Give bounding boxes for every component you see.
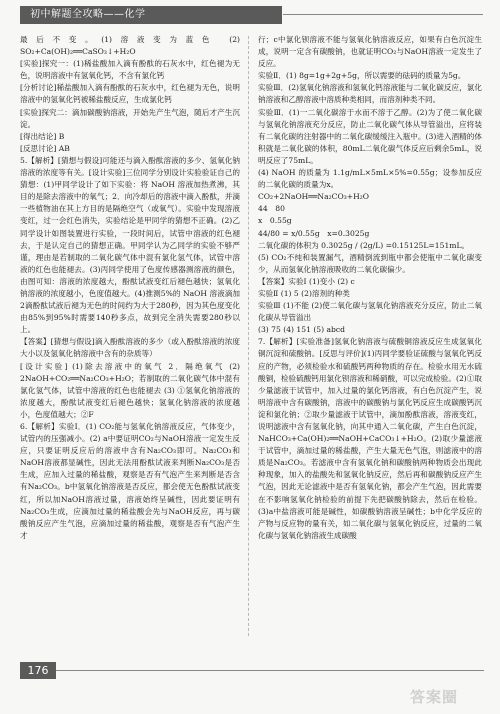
left-column (20, 34, 240, 644)
paragraph: [分析讨论]稀盐酸加入滴有酚酞的石灰水中，红色褪为无色，说明溶液中的氢氧化钙被稀盐酸反应，生成氯化钙 (20, 83, 240, 105)
paragraph: [反思讨论] AB (20, 143, 70, 153)
paragraph: (5) CO₂不纯和装置漏气，酒精倒流到瓶中都会使瓶中二氧化碳变少，从而氢氧化钠溶液吸收的二氧化碳偏少。 (258, 252, 482, 274)
equation: 44/80 = x/0.55g x=0.3025g (258, 228, 370, 238)
paragraph: 7.【解析】[实验准备]氢氧化钠溶液与硫酸铜溶液反应生成氢氧化铜沉淀和硫酸钠。[反思与评价](1)丙同学要验证硫酸与氢氧化钙反应的产物，必须检验水和硫酸钙两种物质的存在。检验水用无水硫酸铜，检验硫酸钙用氯化钡溶液和稀硝酸，可以完成检验。(2)①取少量滤液于试管中，加入过量的氯化钙溶液，有白色沉淀产生，说明溶液中含有碳酸钠，溶液中的碳酸钠与氯化钙反应生成碳酸钙沉淀和氯化钠；②取少量滤液于试管中，滴加酚酞溶液，溶液变红，说明滤液中含有氢氧化钠，向其中通入二氧化碳，产生白色沉淀，NaHCO₃+Ca(OH)₂══NaOH+CaCO₃↓+H₂O。(2)取少量滤液于试管中，滴加过量的稀盐酸，产生大量无色气泡，则滤液中的溶质是Na₂CO₃。若滤液中含有氢氧化钠和碳酸钠两种物质会出现此种现象，加入的盐酸先和氢氧化钠反应，然后再和碳酸钠反应产生气泡，因此无论滤液中是否有氢氧化钠，都会产生气泡，因此需要在不影响氢氧化钠检验的前提下先把碳酸钠除去，然后在检验。(3)a中盐溶液可能是碱性，如碳酸钠溶液呈碱性；b中化学反应的产物与反应物的量有关，如二氧化碳与氢氧化钠反应，过量的二氧化碳与氢氧化钠溶液生成碳酸 (258, 337, 482, 540)
page-number: 176 (20, 662, 56, 679)
paragraph: [设计实验] (1)除去溶液中的氧气 2．隔绝氧气 (2) 2NaOH+CO₂══Na₂CO₃+H₂O；若制取的二氧化碳气体中混有氯化氢气体，试管中溶液的红色也能褪去 (3) ①氢氧化钠溶液的浓度越大，酚酞试液变红后褪色越快；氢氧化钠溶液的浓度越小，色度值越大；②F (20, 361, 240, 419)
paragraph: 【答案】实验Ⅰ (1)变小 (2) c (258, 276, 355, 286)
paragraph: 【答案】[猜想与假设]滴入酚酞溶液的多少（或入酚酞溶液的浓度大小以及氢氧化钠溶液中含有的杂质等） (20, 337, 240, 359)
paragraph: [实验]探究一：(1)稀盐酸加入滴有酚酞的石灰水中，红色褪为无色，说明溶液中有氢氧化钙，不含有氯化钙 (20, 59, 240, 81)
paragraph: 实验Ⅱ．(1) 8g=1g+2g+5g，所以需要的砝码的质量为5g。 (258, 71, 466, 81)
equation: 44 80 (258, 204, 285, 214)
column-divider (248, 36, 249, 636)
equation: CO₂+2NaOH══Na₂CO₃+H₂O (258, 192, 369, 202)
right-column (258, 34, 482, 644)
page-header (0, 0, 500, 28)
paragraph: 实验Ⅲ．(2)氢氧化钠溶液和氢氧化钙溶液能与二氧化碳反应，氯化钠溶液和乙醇溶液中溶质种类相同，而溶剂种类不同。 (258, 83, 482, 105)
paragraph: 实验Ⅱ (1) 5 (2)溶剂的种类 (258, 288, 350, 298)
footer-rule (56, 670, 484, 671)
paragraph: [得出结论] B (20, 131, 65, 141)
paragraph: 实验Ⅲ．(1)一二氧化碳溶于水而不溶于乙醇。(2)为了使二氧化碳与氢氧化钠溶液充分反应，防止二氧化碳气体从导管溢出，应将装有二氧化碳的注射器中的二氧化碳缓缓注入瓶中。(3)进入酒精的体积就是二氧化碳的体积，80mL二氧化碳气体反应后剩余5mL，说明反应了75mL。 (258, 107, 482, 165)
paragraph: [实验]探究二：滴加碳酸钠溶液，开始先产生气泡，随后才产生沉淀。 (20, 107, 240, 129)
paragraph: 实验Ⅲ (1)不能 (2)使二氧化碳与氢氧化钠溶液充分反应，防止二氧化碳从导管溢出 (258, 301, 482, 323)
equation: x 0.55g (258, 216, 292, 226)
paragraph: 行；c中氯化钡溶液不能与氢氧化钠溶液反应，如果有白色沉淀生成，说明一定含有碳酸钠，也就证明CO₂与NaOH溶液一定发生了反应。 (258, 35, 482, 69)
paragraph: 二氧化碳的体积为 0.3025g / (2g/L) =0.15125L=151mL。 (258, 240, 470, 250)
paragraph: (3) 75 (4) 151 (5) abcd (258, 325, 345, 335)
watermark-logo: 答案圈 (410, 688, 459, 706)
paragraph: 5.【解析】[猜想与假设]可能还与滴入酚酞溶液的多少、氢氧化钠溶液的浓度等有关。[设计实验]三位同学分别设计实验验证自己的猜想：(1)甲同学设计了如下实验：将 NaOH 溶液加热煮沸，其目的是除去溶液中的氧气；2．向冷却后的溶液中滴入酚酞，并滴一些植物油在其上方目的是隔绝空气（或氧气）。实验中发现溶液变红，过一会红色消失，实验结论是甲同学的猜想不正确。(2)乙同学设计如图装置进行实验，一段时间后，试管中溶液的红色褪去，于是认定自己的猜想正确。甲同学认为乙同学的实验不够严谨，理由是若制取的二氧化碳气体中混有氯化氢气体，试管中溶液的红色也能褪去。(3)丙同学使用了色度传感器测溶液的颜色，由图可知：溶液的浓度越大，酚酞试液变红后褪色越快；氢氧化钠溶液的浓度越小，色度值越大。(4)推测5%的 NaOH 溶液滴加2滴酚酞试液后褪为无色的时间约为大于280秒，因为其色度变化由85%到95%时需要140秒多点，故到完全消失需要280秒以上。 (20, 155, 240, 335)
paragraph: (4) NaOH 的质量为 1.1g/mL×5mL×5%=0.55g；设参加反应的二氧化碳的质量为x。 (258, 168, 482, 190)
paragraph: 最后不变。(1)溶液变为蓝色 (2) SO₂+Ca(OH)₂══CaSO₃↓+H₂O (20, 35, 240, 57)
paragraph: 6.【解析】实验Ⅰ．(1) CO₂能与氢氧化钠溶液反应，气体变少，试管内的压强减小。(2) a中要证明CO₂与NaOH溶液一定发生反应，只要证明反应后的溶液中含有Na₂CO₃即可。Na₂CO₃和NaOH溶液都显碱性，因此无法用酚酞试液来判断Na₂CO₃是否生成，应加入过量的稀盐酸，观察是否有气泡产生来判断是否含有Na₂CO₃。b中氢氧化钠溶液是否反应，都会使无色酚酞试液变红，所以加NaOH溶液过量，溶液始终呈碱性，因此要证明有Na₂CO₃生成，应滴加过量的稀盐酸会先与NaOH反应，再与碳酸钠反应产生气泡，应滴加过量的稀盐酸，观察是否有气泡产生才 (20, 422, 240, 540)
book-title: 初中解题全攻略——化学 (30, 9, 146, 20)
header-rule (283, 14, 483, 15)
